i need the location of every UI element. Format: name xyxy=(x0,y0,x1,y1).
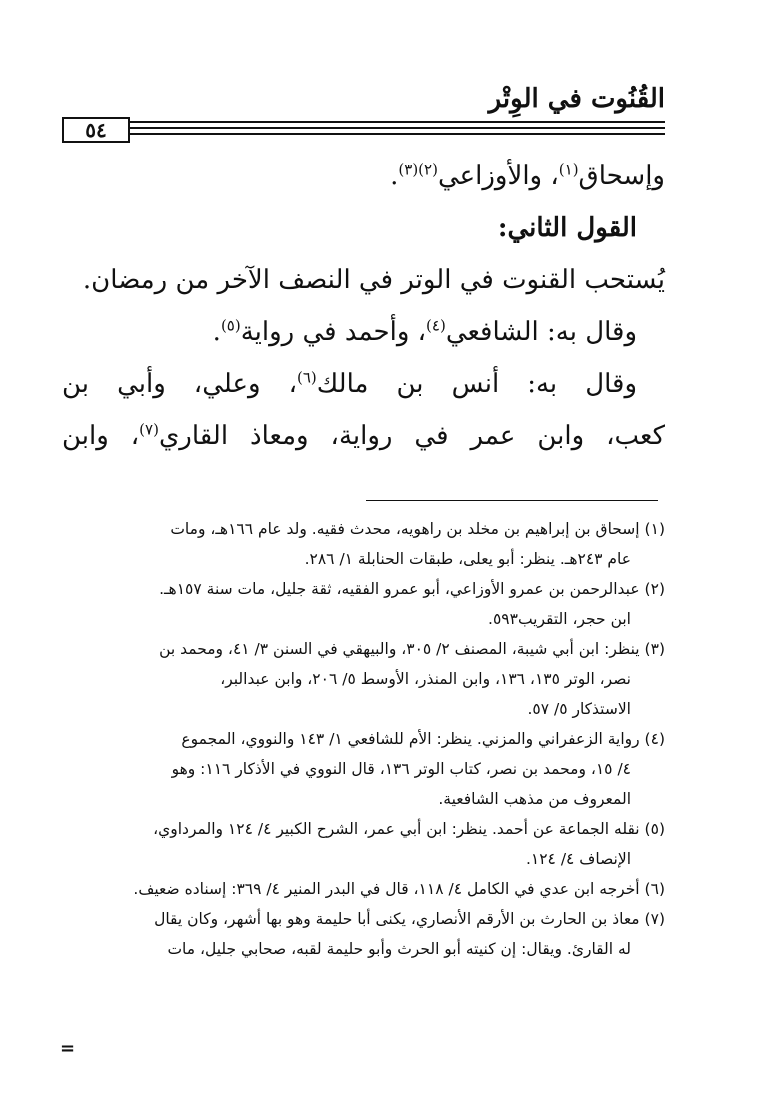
footnote-ref[interactable]: (٥) xyxy=(220,316,241,335)
footnote xyxy=(55,634,665,724)
footnote-ref[interactable]: (٤) xyxy=(426,316,446,335)
footnote-line: معاذ بن الحارث بن الأرقم الأنصاري، يكنى أبا حليمة وهو بها أشهر، وكان يقال xyxy=(154,910,640,928)
text-run: . xyxy=(212,317,221,347)
footnote xyxy=(55,814,665,874)
header-rule-line xyxy=(62,121,665,123)
text-run: ، وأحمد في رواية xyxy=(240,317,427,347)
footnote-line: عام ٢٤٣هـ. ينظر: أبو يعلى، طبقات الحنابلة ١/ ٢٨٦. xyxy=(304,550,631,568)
footnote xyxy=(55,724,665,814)
footnote-number: (٤) xyxy=(644,730,665,748)
footnote-line: ينظر: ابن أبي شيبة، المصنف ٢/ ٣٠٥، والبيهقي في السنن ٣/ ٤١، ومحمد بن xyxy=(159,640,640,658)
text-run: كعب، وابن عمر في رواية، ومعاذ القاري xyxy=(158,421,665,451)
page-number: ٥٤ xyxy=(62,117,130,143)
footnote-number: (٣) xyxy=(644,640,665,658)
footnote-ref[interactable]: (١) xyxy=(558,160,579,179)
header-rule-line xyxy=(62,127,665,129)
footnote-line: عبدالرحمن بن عمرو الأوزاعي، أبو عمرو الفقيه، ثقة جليل، مات سنة ١٥٧هـ. xyxy=(159,580,640,598)
footnote-line: أخرجه ابن عدي في الكامل ٤/ ١١٨، قال في البدر المنير ٤/ ٣٦٩: إسناده ضعيف. xyxy=(133,880,640,898)
footnote xyxy=(55,574,665,634)
running-title: القُنُوت في الوِتْر xyxy=(488,84,665,114)
continuation-mark: = xyxy=(60,1038,76,1059)
text-run: ، وابن xyxy=(62,421,140,451)
footnote-line: المعروف من مذهب الشافعية. xyxy=(438,790,631,808)
footnote-number: (١) xyxy=(644,520,665,538)
text-run: . xyxy=(390,161,399,191)
footnote-number: (٥) xyxy=(644,820,665,838)
footnote-number: (٦) xyxy=(644,880,665,898)
footnote-number: (٧) xyxy=(644,910,665,928)
body-line xyxy=(62,410,665,462)
header-rule xyxy=(62,117,665,143)
footnote-line: له القارئ. ويقال: إن كنيته أبو الحرث وأبو حليمة لقبه، صحابي جليل، مات xyxy=(167,940,631,958)
footnote xyxy=(55,904,665,964)
text-run: ، وعلي، وأبي بن xyxy=(62,369,297,399)
footnote-separator xyxy=(366,500,658,501)
footnotes xyxy=(55,514,665,964)
footnote xyxy=(55,874,665,904)
body-line xyxy=(62,358,665,410)
text-run: ، والأوزاعي xyxy=(437,161,559,191)
footnote-ref[interactable]: (٧) xyxy=(139,420,159,439)
text-run: وقال به: الشافعي xyxy=(445,317,637,347)
footnote-number: (٢) xyxy=(644,580,665,598)
footnote-line: إسحاق بن إبراهيم بن مخلد بن راهويه، محدث فقيه. ولد عام ١٦٦هـ، ومات xyxy=(170,520,640,538)
header-rule-line xyxy=(62,133,665,135)
footnote-line: الإنصاف ٤/ ١٢٤. xyxy=(525,850,631,868)
footnote-line: رواية الزعفراني والمزني. ينظر: الأم للشافعي ١/ ١٤٣ والنووي، المجموع xyxy=(181,730,640,748)
footnote-ref[interactable]: (٢)(٣) xyxy=(398,160,438,179)
text-run: وقال به: أنس بن مالك xyxy=(316,369,637,399)
text-run: وإسحاق xyxy=(578,161,665,191)
body-line xyxy=(62,150,665,202)
footnote-line: ٤/ ١٥، ومحمد بن نصر، كتاب الوتر ١٣٦، قال النووي في الأذكار ١١٦: وهو xyxy=(171,760,631,778)
footnote xyxy=(55,514,665,574)
footnote-line: نقله الجماعة عن أحمد. ينظر: ابن أبي عمر، الشرح الكبير ٤/ ١٢٤ والمرداوي، xyxy=(153,820,640,838)
body-line: يُستحب القنوت في الوتر في النصف الآخر من رمضان. xyxy=(82,265,665,295)
footnote-line: الاستذكار ٥/ ٥٧. xyxy=(527,700,631,718)
footnote-line: ابن حجر، التقريب٥٩٣. xyxy=(488,610,631,628)
main-text xyxy=(62,150,665,462)
body-line xyxy=(62,306,665,358)
section-heading: القول الثاني: xyxy=(497,213,637,243)
footnote-line: نصر، الوتر ١٣٥، ١٣٦، وابن المنذر، الأوسط ٥/ ٢٠٦، وابن عبدالبر، xyxy=(220,670,631,688)
footnote-ref[interactable]: (٦) xyxy=(296,368,317,387)
